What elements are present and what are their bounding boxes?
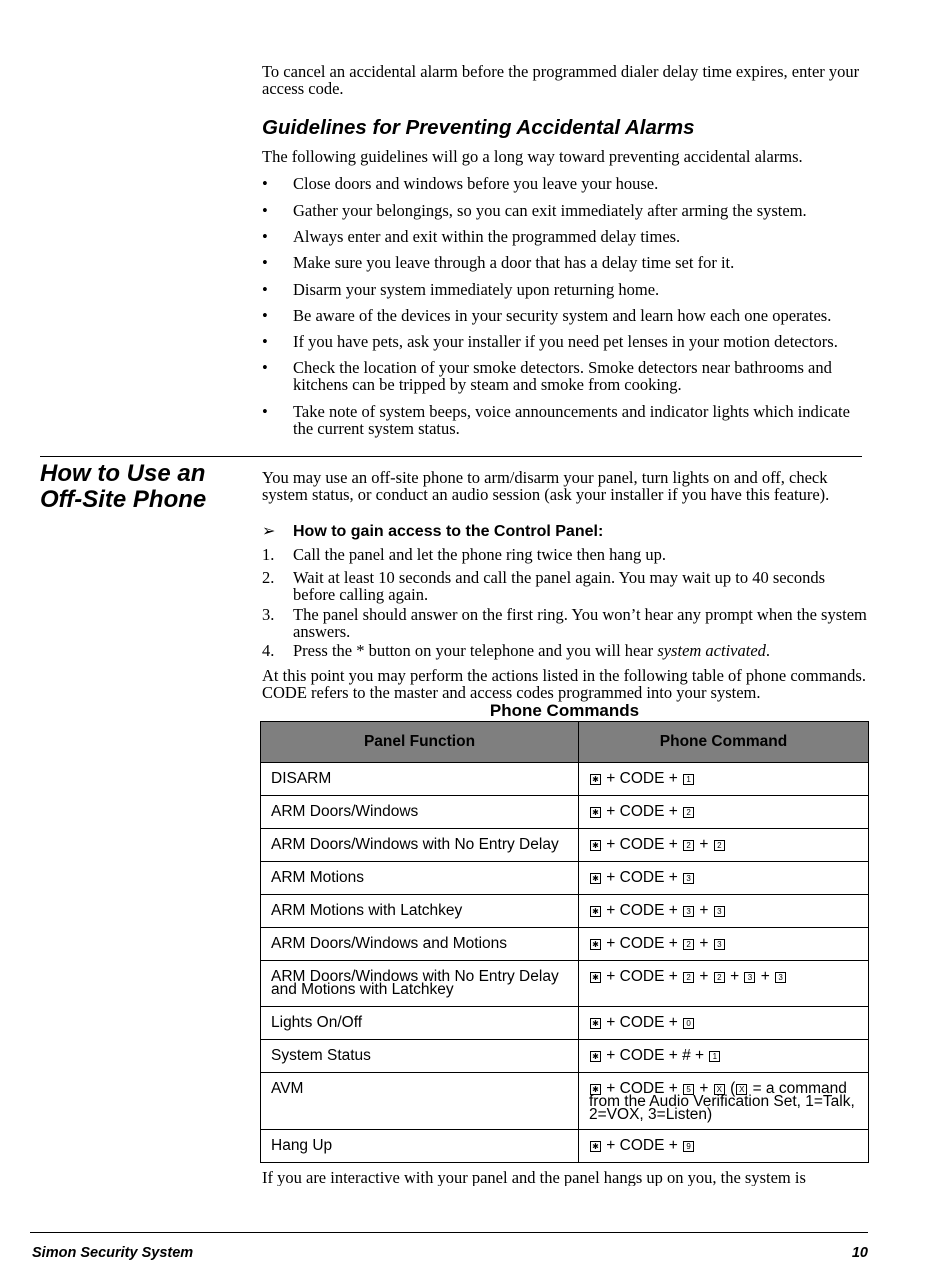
keypad-key-icon: 2 <box>714 840 725 851</box>
list-item-text: Check the location of your smoke detectors. Smoke detectors near bathrooms and kitchens can be tripped by steam and smoke from cooking. <box>293 358 832 394</box>
panel-function-cell: Hang Up <box>261 1130 579 1163</box>
step-text <box>293 642 868 659</box>
bullet-mark: • <box>262 253 268 272</box>
step-text: The panel should answer on the first ring. You won’t hear any prompt when the system answers. <box>293 605 867 641</box>
keypad-key-icon: 2 <box>714 972 725 983</box>
step-text: Call the panel and let the phone ring twice then hang up. <box>293 545 666 564</box>
table-row <box>261 961 869 1007</box>
panel-function-cell: ARM Motions with Latchkey <box>261 895 579 928</box>
panel-function-cell: ARM Doors/Windows and Motions <box>261 928 579 961</box>
keypad-key-icon: X <box>714 1084 725 1095</box>
keypad-key-icon: ✱ <box>590 972 601 983</box>
table-row <box>261 928 869 961</box>
offsite-heading <box>40 461 240 513</box>
bullet-mark: • <box>262 227 268 246</box>
keypad-key-icon: ✱ <box>590 1018 601 1029</box>
keypad-key-icon: 3 <box>714 906 725 917</box>
step-number: 1. <box>262 545 275 564</box>
phone-command-cell: ✱ + CODE + 3 <box>579 862 869 895</box>
keypad-key-icon: 2 <box>683 840 694 851</box>
table-row <box>261 862 869 895</box>
keypad-key-icon: ✱ <box>590 939 601 950</box>
keypad-key-icon: 2 <box>683 972 694 983</box>
offsite-heading-line1: How to Use an <box>40 460 206 487</box>
guidelines-heading: Guidelines for Preventing Accidental Alarms <box>262 116 695 139</box>
table-title: Phone Commands <box>489 701 640 720</box>
bullet-mark: • <box>262 306 268 325</box>
list-item-text: Always enter and exit within the programmed delay times. <box>293 227 681 246</box>
phone-commands-table <box>260 721 869 1163</box>
keypad-key-icon: 3 <box>714 939 725 950</box>
phone-command-cell: ✱ + CODE + 5 + X ( X = a command from the Audio Verification Set, 1=Talk, 2=VOX, 3=Listen) <box>579 1073 869 1130</box>
phone-command-cell: ✱ + CODE + 1 <box>579 763 869 796</box>
panel-function-cell: Lights On/Off <box>261 1007 579 1040</box>
keypad-key-icon: 5 <box>683 1084 694 1095</box>
keypad-key-icon: 3 <box>744 972 755 983</box>
column-header-function: Panel Function <box>261 722 579 763</box>
table-row <box>261 796 869 829</box>
panel-function-cell: System Status <box>261 1040 579 1073</box>
step-text: Wait at least 10 seconds and call the panel again. You may wait up to 40 seconds before calling again. <box>293 568 826 604</box>
list-item-text: Make sure you leave through a door that has a delay time set for it. <box>293 253 735 272</box>
column-header-command: Phone Command <box>579 722 869 763</box>
keypad-key-icon: ✱ <box>590 774 601 785</box>
list-item-text: If you have pets, ask your installer if you need pet lenses in your motion detectors. <box>293 332 838 351</box>
phone-command-cell: ✱ + CODE + # + 1 <box>579 1040 869 1073</box>
phone-command-cell: ✱ + CODE + 2 <box>579 796 869 829</box>
keypad-key-icon: 3 <box>775 972 786 983</box>
step-number: 4. <box>262 641 275 660</box>
intro-paragraph: To cancel an accidental alarm before the programmed dialer delay time expires, enter your access code. <box>262 62 860 98</box>
keypad-key-icon: ✱ <box>590 873 601 884</box>
guidelines-lead: The following guidelines will go a long way toward preventing accidental alarms. <box>262 147 803 166</box>
footer-divider <box>30 1232 868 1233</box>
step-number: 3. <box>262 605 275 624</box>
bullet-mark: • <box>262 174 268 193</box>
keypad-key-icon: 1 <box>683 774 694 785</box>
step-text-part: Press the * button on your telephone and you will hear <box>293 641 658 660</box>
bullet-mark: • <box>262 358 268 377</box>
keypad-key-icon: X <box>736 1084 747 1095</box>
list-item-text: Be aware of the devices in your security system and learn how each one operates. <box>293 306 832 325</box>
step-number: 2. <box>262 568 275 587</box>
keypad-key-icon: 1 <box>709 1051 720 1062</box>
list-item-text: Disarm your system immediately upon returning home. <box>293 280 660 299</box>
table-row <box>261 829 869 862</box>
panel-function-cell: ARM Doors/Windows with No Entry Delay and Motions with Latchkey <box>261 961 579 1007</box>
after-steps-paragraph: At this point you may perform the actions listed in the following table of phone commands. CODE refers to the master and access codes programmed into your system. <box>262 666 866 702</box>
outro-paragraph: If you are interactive with your panel and the panel hangs up on you, the system is <box>262 1169 806 1186</box>
table-row <box>261 1073 869 1130</box>
table-row <box>261 1130 869 1163</box>
phone-command-cell: ✱ + CODE + 2 + 2 + 3 + 3 <box>579 961 869 1007</box>
arrow-bullet-icon: ➢ <box>262 523 276 540</box>
list-item-text: Gather your belongings, so you can exit immediately after arming the system. <box>293 201 807 220</box>
panel-function-cell: ARM Doors/Windows <box>261 796 579 829</box>
step-text-emphasis: system activated <box>657 641 766 660</box>
keypad-key-icon: ✱ <box>590 807 601 818</box>
phone-command-cell: ✱ + CODE + 2 + 3 <box>579 928 869 961</box>
gain-access-heading <box>262 521 603 541</box>
keypad-key-icon: ✱ <box>590 840 601 851</box>
table-row <box>261 763 869 796</box>
keypad-key-icon: 3 <box>683 873 694 884</box>
phone-command-cell: ✱ + CODE + 9 <box>579 1130 869 1163</box>
keypad-key-icon: ✱ <box>590 906 601 917</box>
keypad-key-icon: ✱ <box>590 1084 601 1095</box>
footer-title: Simon Security System <box>32 1245 194 1261</box>
table-row <box>261 895 869 928</box>
keypad-key-icon: 2 <box>683 939 694 950</box>
phone-command-cell: ✱ + CODE + 0 <box>579 1007 869 1040</box>
bullet-mark: • <box>262 402 268 421</box>
list-item-text: Take note of system beeps, voice announcements and indicator lights which indicate the current system status. <box>293 402 850 438</box>
offsite-lead: You may use an off-site phone to arm/disarm your panel, turn lights on and off, check system status, or conduct an audio session (ask your installer if you have this feature). <box>262 468 830 504</box>
keypad-key-icon: 3 <box>683 906 694 917</box>
bullet-mark: • <box>262 332 268 351</box>
table-row <box>261 1040 869 1073</box>
panel-function-cell: AVM <box>261 1073 579 1130</box>
keypad-key-icon: 9 <box>683 1141 694 1152</box>
step-text-part: . <box>765 641 771 660</box>
offsite-heading-line2: Off-Site Phone <box>40 486 207 513</box>
keypad-key-icon: ✱ <box>590 1141 601 1152</box>
keypad-key-icon: ✱ <box>590 1051 601 1062</box>
panel-function-cell: ARM Motions <box>261 862 579 895</box>
keypad-key-icon: 0 <box>683 1018 694 1029</box>
panel-function-cell: DISARM <box>261 763 579 796</box>
phone-command-cell: ✱ + CODE + 2 + 2 <box>579 829 869 862</box>
bullet-mark: • <box>262 280 268 299</box>
panel-function-cell: ARM Doors/Windows with No Entry Delay <box>261 829 579 862</box>
bullet-mark: • <box>262 201 268 220</box>
gain-access-title: How to gain access to the Control Panel: <box>293 523 604 540</box>
phone-command-cell: ✱ + CODE + 3 + 3 <box>579 895 869 928</box>
keypad-key-icon: 2 <box>683 807 694 818</box>
table-header-row <box>261 722 869 763</box>
page-number: 10 <box>851 1245 868 1261</box>
table-row <box>261 1007 869 1040</box>
list-item-text: Close doors and windows before you leave your house. <box>293 174 659 193</box>
section-divider <box>40 456 862 457</box>
